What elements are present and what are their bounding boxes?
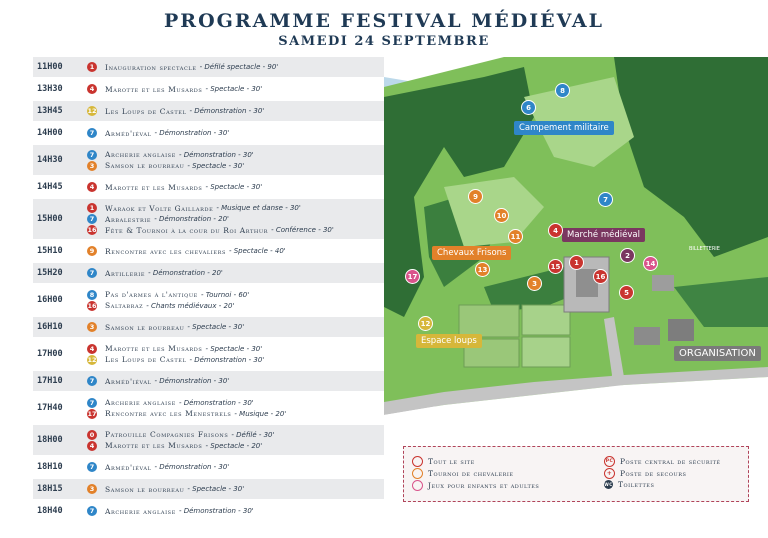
schedule-event	[87, 106, 384, 117]
event-detail: - Spectacle - 30'	[205, 183, 263, 191]
schedule-time: 13H30	[37, 84, 63, 94]
map-pin-14: 14	[643, 256, 658, 271]
event-detail: - Démonstration - 30'	[178, 150, 254, 159]
legend-tout-site-label: Tout le site	[428, 457, 475, 466]
event-name: Samson le bourreau	[105, 322, 185, 332]
schedule-row	[33, 479, 384, 499]
legend-tournoi-label: Tournoi de chevalerie	[428, 469, 514, 478]
location-badge: 8	[87, 290, 97, 300]
legend-tournoi	[412, 468, 514, 479]
location-badge: 17	[87, 409, 97, 418]
schedule-events	[87, 203, 384, 236]
map-pin-4: 4	[548, 223, 563, 238]
event-name: Samson le bourreau	[105, 484, 185, 494]
event-detail: - Spectacle - 30'	[187, 161, 245, 170]
map-pin-8: 8	[555, 83, 570, 98]
location-badge: 4	[87, 344, 97, 354]
event-name: Arméd'iéval	[105, 376, 152, 386]
schedule-time: 14H00	[37, 128, 63, 138]
map-pin-2: 2	[620, 248, 635, 263]
map-pin-15: 15	[548, 259, 563, 274]
legend-poste-secours	[604, 468, 686, 479]
event-name: Patrouille Compagnies Frisons	[105, 430, 229, 439]
event-name: Fête & Tournoi à la cour du Roi Arthur	[105, 225, 269, 235]
event-name: Archerie anglaise	[105, 398, 176, 407]
event-name: Marotte et les Musards	[105, 182, 203, 192]
event-name: Les Loups de Castel	[105, 106, 187, 116]
event-name: Rencontre avec les Menestrels	[105, 409, 232, 418]
event-detail: - Démonstration - 30'	[178, 507, 254, 515]
location-badge: 3	[87, 322, 97, 332]
location-badge: 7	[87, 150, 97, 160]
schedule-time: 18H15	[37, 484, 63, 494]
schedule-row	[33, 425, 384, 455]
event-detail: - Défilé - 30'	[231, 430, 275, 439]
schedule-table	[33, 57, 384, 530]
schedule-time: 11H00	[37, 62, 63, 72]
event-detail: - Spectacle - 30'	[187, 485, 245, 493]
schedule-row	[33, 199, 384, 239]
map-pin-12: 12	[418, 316, 433, 331]
map-pin-6: 6	[521, 100, 536, 115]
event-name: Arbalestrie	[105, 214, 152, 224]
map-label-chevaux: Chevaux Frisons	[432, 246, 511, 260]
schedule-event	[87, 506, 384, 517]
schedule-event	[87, 225, 384, 236]
location-badge: 3	[87, 161, 97, 171]
schedule-event	[87, 376, 384, 387]
map-pin-17: 17	[405, 269, 420, 284]
pc-icon: PC	[604, 456, 615, 467]
schedule-row	[33, 145, 384, 175]
schedule-time: 18H10	[37, 462, 63, 472]
site-map	[384, 57, 768, 445]
event-detail: - Musique et danse - 30'	[216, 204, 301, 212]
legend-ring-icon	[412, 468, 423, 479]
event-detail: - Spectacle - 30'	[205, 85, 263, 93]
schedule-events	[87, 429, 384, 451]
map-pin-13: 13	[475, 262, 490, 277]
schedule-time: 14H45	[37, 182, 63, 192]
schedule-events	[87, 343, 384, 365]
map-pin-3: 3	[527, 276, 542, 291]
schedule-event	[87, 354, 384, 365]
schedule-time: 15H10	[37, 246, 63, 256]
schedule-row	[33, 501, 384, 521]
schedule-event	[87, 128, 384, 139]
schedule-event	[87, 343, 384, 354]
schedule-row	[33, 79, 384, 99]
location-badge: 12	[87, 107, 97, 115]
toilet-icon: wc	[604, 481, 613, 488]
legend-jeux	[412, 480, 539, 491]
legend-toilettes-label: Toilettes	[618, 480, 655, 489]
event-name: Marotte et les Musards	[105, 441, 203, 450]
schedule-event	[87, 440, 384, 451]
location-badge: 9	[87, 246, 97, 256]
schedule-event	[87, 484, 384, 495]
location-badge: 4	[87, 182, 97, 192]
event-name: Samson le bourreau	[105, 161, 185, 170]
map-pin-9: 9	[468, 189, 483, 204]
legend-ring-icon	[412, 480, 423, 491]
map-label-billetterie: BILLETTERIE	[689, 246, 720, 252]
location-badge: 7	[87, 462, 97, 472]
legend-poste-central	[604, 456, 721, 467]
schedule-time: 17H00	[37, 349, 63, 359]
schedule-row	[33, 123, 384, 143]
map-pin-1: 1	[569, 255, 584, 270]
schedule-row	[33, 57, 384, 77]
schedule-event	[87, 182, 384, 193]
event-name: Rencontre avec les chevaliers	[105, 246, 226, 256]
legend-tout-site	[412, 456, 475, 467]
map-pin-16: 16	[593, 269, 608, 284]
schedule-events	[87, 397, 384, 419]
location-badge: 7	[87, 214, 97, 224]
page-subtitle: SAMEDI 24 SEPTEMBRE	[278, 34, 490, 49]
schedule-events	[87, 506, 384, 517]
schedule-time: 15H20	[37, 268, 63, 278]
map-pin-10: 10	[494, 208, 509, 223]
location-badge: 7	[87, 268, 97, 278]
schedule-time: 13H45	[37, 106, 63, 116]
schedule-time: 18H40	[37, 506, 63, 516]
location-badge: 1	[87, 62, 97, 72]
schedule-event	[87, 246, 384, 257]
schedule-event	[87, 149, 384, 160]
event-detail: - Conférence - 30'	[271, 226, 334, 234]
schedule-events	[87, 149, 384, 171]
event-detail: - Démonstration - 20'	[148, 269, 223, 277]
page-title: PROGRAMME FESTIVAL MÉDIÉVAL	[164, 10, 604, 32]
event-detail: - Chants médiévaux - 20'	[146, 301, 235, 310]
schedule-event	[87, 62, 384, 73]
location-badge: 12	[87, 355, 97, 364]
location-badge: 16	[87, 226, 97, 234]
location-badge: 3	[87, 484, 97, 494]
event-name: Waraok et Volte Gaillarde	[105, 203, 214, 213]
schedule-event	[87, 160, 384, 171]
schedule-time: 15H00	[37, 214, 63, 224]
map-pin-5: 5	[619, 285, 634, 300]
event-detail: - Démonstration - 30'	[189, 355, 265, 364]
schedule-row	[33, 371, 384, 391]
schedule-time: 18H00	[37, 435, 63, 445]
schedule-time: 16H00	[37, 295, 63, 305]
schedule-event	[87, 214, 384, 225]
first-aid-icon: +	[604, 468, 615, 479]
schedule-event	[87, 429, 384, 440]
schedule-time: 17H40	[37, 403, 63, 413]
schedule-event	[87, 322, 384, 333]
schedule-event	[87, 84, 384, 95]
event-name: Marotte et les Musards	[105, 344, 203, 353]
event-detail: - Spectacle - 20'	[205, 441, 263, 450]
map-pin-7: 7	[598, 192, 613, 207]
schedule-event	[87, 203, 384, 214]
schedule-row	[33, 457, 384, 477]
schedule-row	[33, 285, 384, 315]
schedule-event	[87, 462, 384, 473]
event-name: Arméd'iéval	[105, 128, 152, 138]
event-name: Artillerie	[105, 268, 146, 278]
schedule-row	[33, 339, 384, 369]
schedule-event	[87, 408, 384, 419]
location-badge: 7	[87, 376, 97, 386]
location-badge: 0	[87, 430, 97, 440]
event-detail: - Démonstration - 30'	[189, 107, 265, 115]
schedule-events	[87, 462, 384, 473]
schedule-event	[87, 397, 384, 408]
location-badge: 7	[87, 128, 97, 138]
schedule-events	[87, 84, 384, 95]
legend-poste-central-label: Poste central de sécurité	[620, 457, 721, 466]
legend-ring-icon	[412, 456, 423, 467]
schedule-events	[87, 268, 384, 279]
event-name: Archerie anglaise	[105, 150, 176, 159]
event-detail: - Démonstration - 30'	[154, 463, 230, 471]
schedule-events	[87, 246, 384, 257]
event-name: Arméd'iéval	[105, 462, 152, 472]
location-badge: 4	[87, 441, 97, 451]
schedule-row	[33, 177, 384, 197]
event-name: Inauguration spectacle	[105, 62, 197, 72]
event-name: Marotte et les Musards	[105, 84, 203, 94]
event-detail: - Défilé spectacle - 90'	[199, 63, 279, 71]
event-detail: - Spectacle - 30'	[187, 323, 245, 331]
schedule-row	[33, 263, 384, 283]
schedule-events	[87, 376, 384, 387]
map-label-campement: Campement militaire	[514, 121, 614, 135]
schedule-event	[87, 300, 384, 311]
map-pin-11: 11	[508, 229, 523, 244]
location-badge: 7	[87, 506, 97, 516]
schedule-row	[33, 101, 384, 121]
event-detail: - Musique - 20'	[234, 409, 287, 418]
schedule-events	[87, 62, 384, 73]
schedule-row	[33, 241, 384, 261]
map-label-marche: Marché médiéval	[562, 228, 645, 242]
location-badge: 7	[87, 398, 97, 408]
legend-poste-secours-label: Poste de secours	[620, 469, 687, 478]
schedule-event	[87, 289, 384, 300]
event-detail: - Démonstration - 30'	[178, 398, 254, 407]
event-detail: - Tournoi - 60'	[200, 290, 250, 299]
schedule-row	[33, 393, 384, 423]
event-detail: - Spectacle - 30'	[205, 344, 263, 353]
event-name: Pas d'armes à l'antique	[105, 290, 198, 299]
event-detail: - Démonstration - 30'	[154, 377, 230, 385]
schedule-events	[87, 128, 384, 139]
legend-jeux-label: Jeux pour enfants et adultes	[428, 481, 540, 490]
map-legend	[403, 446, 749, 502]
schedule-events	[87, 289, 384, 311]
event-name: Les Loups de Castel	[105, 355, 187, 364]
schedule-events	[87, 484, 384, 495]
location-badge: 4	[87, 84, 97, 94]
legend-toilettes	[604, 480, 654, 489]
event-name: Archerie anglaise	[105, 506, 176, 516]
location-badge: 1	[87, 203, 97, 213]
schedule-row	[33, 317, 384, 337]
event-detail: - Spectacle - 40'	[228, 247, 286, 255]
event-name: Saltabraz	[105, 301, 144, 310]
map-label-organisation: ORGANISATION	[674, 346, 761, 361]
schedule-time: 17H10	[37, 376, 63, 386]
schedule-event	[87, 268, 384, 279]
schedule-events	[87, 322, 384, 333]
schedule-events	[87, 106, 384, 117]
schedule-events	[87, 182, 384, 193]
schedule-time: 14H30	[37, 155, 63, 165]
map-label-loups: Espace loups	[416, 334, 482, 348]
event-detail: - Démonstration - 20'	[154, 215, 229, 223]
schedule-time: 16H10	[37, 322, 63, 332]
event-detail: - Démonstration - 30'	[154, 129, 230, 137]
location-badge: 16	[87, 301, 97, 310]
